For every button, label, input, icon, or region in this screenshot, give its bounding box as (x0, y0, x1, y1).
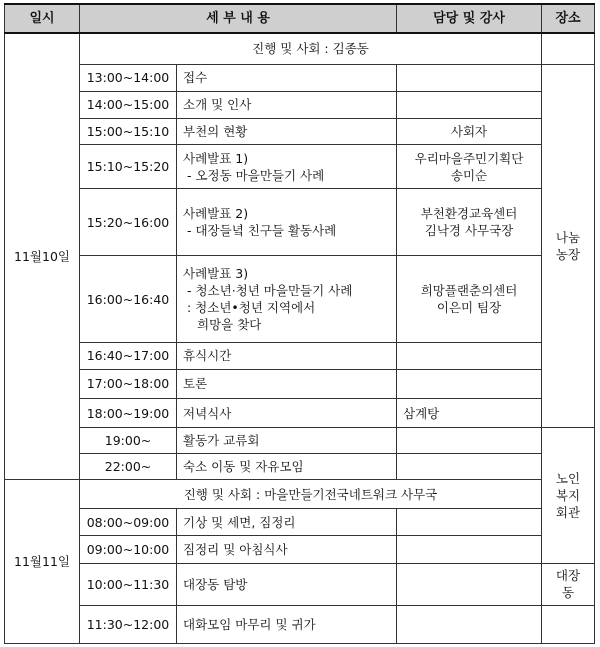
content-line: 사례발표 1) (183, 150, 249, 166)
person-line: 송미순 (450, 167, 488, 183)
place-line: 대장 (555, 568, 581, 584)
time-cell: 15:20~16:00 (80, 189, 177, 256)
content-cell: 기상 및 세면, 짐정리 (177, 509, 397, 536)
content-line: - 오정동 마을만들기 사례 (187, 167, 325, 183)
person-cell: 삼계탕 (397, 398, 542, 427)
header-date: 일시 (5, 4, 80, 33)
place-cell-empty (542, 33, 595, 64)
content-cell: 휴식시간 (177, 342, 397, 369)
person-cell (397, 64, 542, 91)
person-cell (397, 91, 542, 118)
time-cell: 08:00~09:00 (80, 509, 177, 536)
content-cell: 대화모임 마무리 및 귀가 (177, 605, 397, 643)
person-cell (397, 509, 542, 536)
content-line: 사례발표 2) (183, 206, 249, 222)
person-cell (397, 189, 542, 256)
place-line: 복지 (555, 487, 581, 503)
time-cell: 18:00~19:00 (80, 398, 177, 427)
content-line: - 청소년·청년 마을만들기 사례 (187, 283, 353, 299)
time-cell: 14:00~15:00 (80, 91, 177, 118)
table-row (5, 428, 595, 454)
place-line: 회관 (555, 504, 581, 520)
content-cell: 숙소 이동 및 자유모임 (177, 454, 397, 480)
day1-date: 11월10일 (5, 33, 80, 480)
place-line: 나눔 (555, 229, 581, 245)
person-line: 희망플랜춘의센터 (420, 283, 518, 299)
person-cell (397, 342, 542, 369)
time-cell: 09:00~10:00 (80, 536, 177, 563)
content-cell: 짐정리 및 아침식사 (177, 536, 397, 563)
table-row (5, 342, 595, 369)
person-cell (397, 145, 542, 189)
content-cell: 접수 (177, 64, 397, 91)
day1-moderator: 진행 및 사회 : 김종동 (80, 33, 542, 64)
content-cell (177, 256, 397, 342)
table-row (5, 118, 595, 144)
person-line: 부천환경교육센터 (420, 206, 518, 222)
place-daejang (542, 563, 595, 605)
content-line: 사례발표 3) (183, 266, 249, 282)
header-detail: 세 부 내 용 (80, 4, 397, 33)
table-row (5, 536, 595, 563)
time-cell: 15:10~15:20 (80, 145, 177, 189)
content-line: 희망을 찾다 (197, 317, 262, 333)
content-cell: 저녁식사 (177, 398, 397, 427)
time-cell: 22:00~ (80, 454, 177, 480)
header-place: 장소 (542, 4, 595, 33)
table-row (5, 64, 595, 91)
time-cell: 10:00~11:30 (80, 563, 177, 605)
person-cell (397, 454, 542, 480)
table-row (5, 256, 595, 342)
table-row (5, 480, 595, 509)
day2-date: 11월11일 (5, 480, 80, 644)
person-cell: 사회자 (397, 118, 542, 144)
person-cell (397, 563, 542, 605)
time-cell: 15:00~15:10 (80, 118, 177, 144)
place-line: 농장 (555, 246, 581, 262)
time-cell: 16:00~16:40 (80, 256, 177, 342)
time-cell: 11:30~12:00 (80, 605, 177, 643)
person-line: 이은미 팀장 (436, 300, 502, 316)
place-line: 동 (561, 585, 575, 601)
time-cell: 19:00~ (80, 428, 177, 454)
content-cell (177, 189, 397, 256)
place-cell-empty (542, 605, 595, 643)
table-row (5, 91, 595, 118)
time-cell: 13:00~14:00 (80, 64, 177, 91)
time-cell: 17:00~18:00 (80, 369, 177, 398)
table-row (5, 509, 595, 536)
content-cell (177, 145, 397, 189)
time-cell: 16:40~17:00 (80, 342, 177, 369)
person-line: 김낙경 사무국장 (424, 223, 514, 239)
content-cell: 대장동 탐방 (177, 563, 397, 605)
content-line: : 청소년•청년 지역에서 (187, 300, 316, 316)
content-line: - 대장들녘 친구들 활동사례 (187, 223, 337, 239)
schedule-table (4, 3, 595, 644)
content-cell: 부천의 현황 (177, 118, 397, 144)
person-line: 우리마을주민기획단 (414, 150, 524, 166)
person-cell (397, 369, 542, 398)
header-lecturer: 담당 및 강사 (397, 4, 542, 33)
content-cell: 소개 및 인사 (177, 91, 397, 118)
table-row (5, 33, 595, 64)
table-row (5, 189, 595, 256)
place-nanum (542, 64, 595, 427)
table-row (5, 398, 595, 427)
table-row (5, 605, 595, 643)
table-row (5, 563, 595, 605)
day2-moderator: 진행 및 사회 : 마을만들기전국네트워크 사무국 (80, 480, 542, 509)
table-row (5, 145, 595, 189)
place-noin (542, 428, 595, 563)
content-cell: 활동가 교류회 (177, 428, 397, 454)
place-line: 노인 (555, 470, 581, 486)
content-cell: 토론 (177, 369, 397, 398)
header-row (5, 4, 595, 33)
person-cell (397, 428, 542, 454)
table-row (5, 369, 595, 398)
person-cell (397, 536, 542, 563)
person-cell (397, 256, 542, 342)
person-cell (397, 605, 542, 643)
table-row (5, 454, 595, 480)
